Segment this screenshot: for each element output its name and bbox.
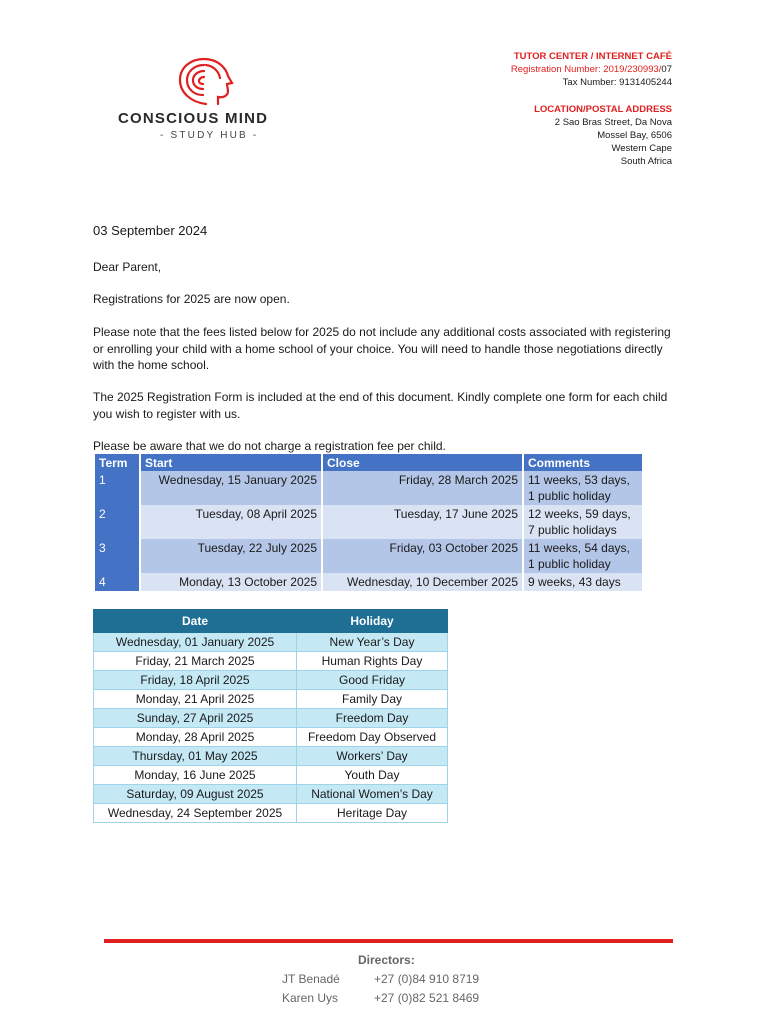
- holiday-date: Friday, 21 March 2025: [94, 652, 297, 671]
- paragraph-registrations: Registrations for 2025 are now open.: [93, 292, 290, 306]
- table-row: [94, 633, 448, 652]
- holiday-name: Youth Day: [297, 766, 448, 785]
- holiday-name: Freedom Day: [297, 709, 448, 728]
- term-start: Monday, 13 October 2025: [141, 573, 321, 591]
- director-name: Karen Uys: [282, 991, 339, 1005]
- term-number: 4: [95, 573, 139, 591]
- footer-divider: [104, 939, 673, 943]
- address-block: [534, 103, 672, 168]
- table-row: [95, 505, 642, 539]
- paragraph-form: The 2025 Registration Form is included at the end of this document. Kindly complete one form for each child you wish to register with us.: [93, 390, 668, 421]
- table-row: [95, 539, 642, 573]
- logo-name: CONSCIOUS MIND: [118, 110, 269, 127]
- holiday-date: Saturday, 09 August 2025: [94, 785, 297, 804]
- address-line: South Africa: [620, 156, 672, 167]
- holiday-date: Monday, 16 June 2025: [94, 766, 297, 785]
- term-start: Tuesday, 08 April 2025: [141, 505, 321, 539]
- holiday-name: Human Rights Day: [297, 652, 448, 671]
- header-comments: Comments: [524, 454, 642, 471]
- business-type: TUTOR CENTER / INTERNET CAFÉ: [513, 51, 672, 62]
- term-comments: 11 weeks, 54 days, 1 public holiday: [524, 539, 642, 573]
- holiday-name: Family Day: [297, 690, 448, 709]
- header-start: Start: [141, 454, 321, 471]
- address-label: LOCATION/POSTAL ADDRESS: [534, 104, 672, 115]
- company-logo: [112, 56, 312, 146]
- holiday-date: Friday, 18 April 2025: [94, 671, 297, 690]
- letter-date: 03 September 2024: [93, 223, 208, 238]
- table-row: [94, 652, 448, 671]
- director-name: JT Benadé: [282, 972, 340, 986]
- logo-subtitle: - STUDY HUB -: [160, 130, 259, 141]
- address-line: Western Cape: [611, 143, 672, 154]
- holiday-name: Freedom Day Observed: [297, 728, 448, 747]
- table-row: [94, 709, 448, 728]
- director-phone: +27 (0)82 521 8469: [374, 991, 480, 1005]
- terms-table: [93, 454, 644, 591]
- table-row: [94, 747, 448, 766]
- tax-number: Tax Number: 9131405244: [562, 77, 672, 88]
- greeting: Dear Parent,: [93, 260, 162, 274]
- header-holiday: Holiday: [297, 610, 448, 633]
- terms-header-row: [95, 454, 642, 471]
- head-profile-icon: [176, 56, 248, 108]
- holidays-header-row: [94, 610, 448, 633]
- term-number: 1: [95, 471, 139, 505]
- table-row: [94, 728, 448, 747]
- holiday-name: Workers’ Day: [297, 747, 448, 766]
- holiday-name: Good Friday: [297, 671, 448, 690]
- header-term: Term: [95, 454, 139, 471]
- address-line: 2 Sao Bras Street, Da Nova: [554, 117, 672, 128]
- holiday-date: Monday, 21 April 2025: [94, 690, 297, 709]
- footer-title: Directors:: [358, 953, 415, 967]
- term-close: Tuesday, 17 June 2025: [323, 505, 522, 539]
- table-row: [95, 471, 642, 505]
- term-start: Tuesday, 22 July 2025: [141, 539, 321, 573]
- holiday-name: Heritage Day: [297, 804, 448, 823]
- term-comments: 9 weeks, 43 days: [524, 573, 642, 591]
- table-row: [94, 690, 448, 709]
- term-number: 3: [95, 539, 139, 573]
- holiday-date: Wednesday, 24 September 2025: [94, 804, 297, 823]
- table-row: [94, 804, 448, 823]
- header-close: Close: [323, 454, 522, 471]
- header-date: Date: [94, 610, 297, 633]
- term-close: Friday, 28 March 2025: [323, 471, 522, 505]
- table-row: [94, 785, 448, 804]
- director-phone: +27 (0)84 910 8719: [374, 972, 480, 986]
- table-row: [94, 766, 448, 785]
- term-start: Wednesday, 15 January 2025: [141, 471, 321, 505]
- holiday-date: Monday, 28 April 2025: [94, 728, 297, 747]
- holiday-date: Wednesday, 01 January 2025: [94, 633, 297, 652]
- term-comments: 12 weeks, 59 days, 7 public holidays: [524, 505, 642, 539]
- holiday-date: Sunday, 27 April 2025: [94, 709, 297, 728]
- term-number: 2: [95, 505, 139, 539]
- holiday-name: New Year’s Day: [297, 633, 448, 652]
- term-close: Friday, 03 October 2025: [323, 539, 522, 573]
- table-row: [94, 671, 448, 690]
- address-line: Mossel Bay, 6506: [597, 130, 672, 141]
- term-comments: 11 weeks, 53 days, 1 public holiday: [524, 471, 642, 505]
- term-close: Wednesday, 10 December 2025: [323, 573, 522, 591]
- company-details: [511, 50, 672, 89]
- paragraph-no-fee: Please be aware that we do not charge a registration fee per child.: [93, 439, 446, 453]
- public-holidays-table: [93, 609, 448, 823]
- holiday-name: National Women’s Day: [297, 785, 448, 804]
- paragraph-fees: Please note that the fees listed below for 2025 do not include any additional costs associated with registering or enrolling your child with a home school of your choice. You will need to handle those negotiations directly with the home school.: [93, 325, 671, 372]
- registration-number: Registration Number: 2019/230993/07: [510, 64, 672, 75]
- table-row: [95, 573, 642, 591]
- holiday-date: Thursday, 01 May 2025: [94, 747, 297, 766]
